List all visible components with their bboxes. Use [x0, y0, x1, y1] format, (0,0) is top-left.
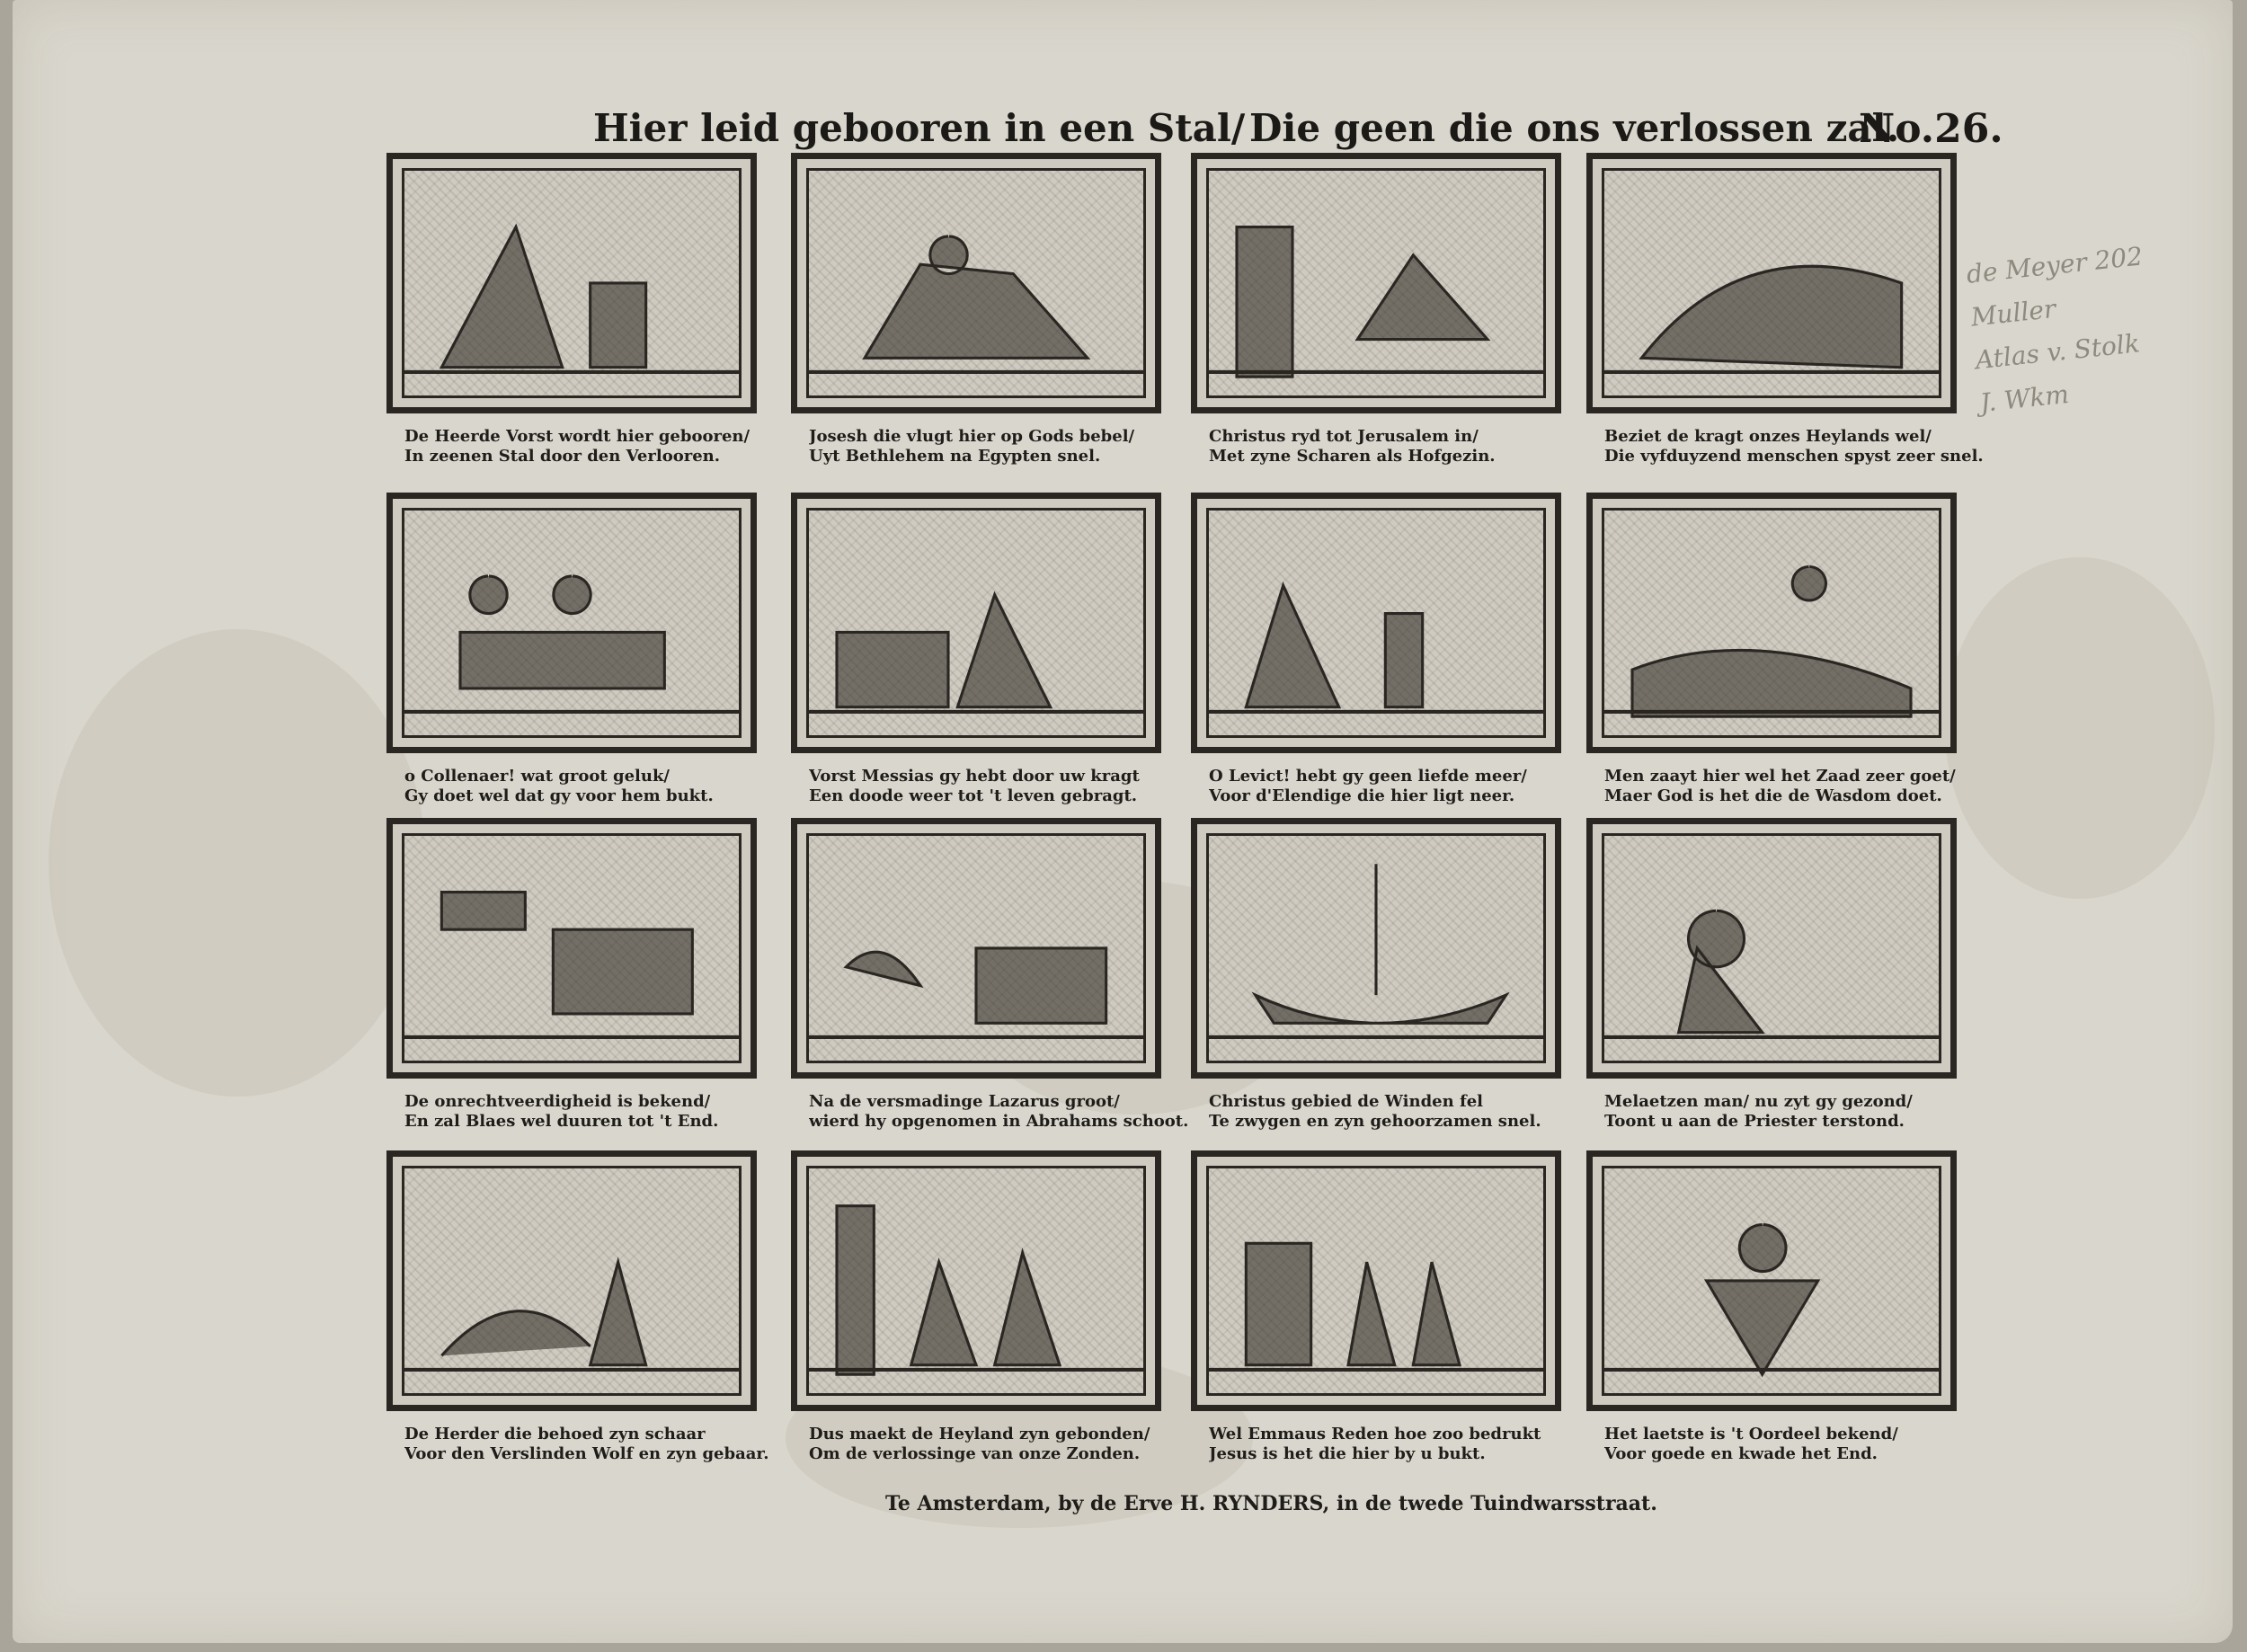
caption-line-1: Het laetste is 't Oordeel bekend/ — [1604, 1425, 1898, 1443]
caption-line-2: Maer God is het die de Wasdom doet. — [1604, 786, 1942, 805]
woodcut-illustration — [404, 836, 739, 1061]
woodcut-illustration — [1604, 171, 1939, 395]
caption-line-1: O Levict! hebt gy geen liefde meer/ — [1209, 767, 1527, 786]
title-left: Hier leid gebooren in een Stal/ — [593, 106, 1246, 150]
title-right: Die geen die ons verlossen zal. — [1249, 106, 1900, 150]
caption-line-1: Men zaayt hier wel het Zaad zeer goet/ — [1604, 767, 1956, 786]
woodcut-image — [402, 168, 742, 398]
woodcut-image — [1602, 833, 1941, 1063]
pencil-line: J. Wkm — [1978, 378, 2071, 419]
woodcut-image — [806, 833, 1146, 1063]
panel-caption — [404, 1092, 791, 1132]
panel-caption — [404, 427, 791, 466]
panel-caption — [809, 1425, 1195, 1464]
caption-line-2: Toont u aan de Priester terstond. — [1604, 1112, 1905, 1131]
woodcut-illustration — [1209, 171, 1543, 395]
pencil-line: de Meyer 202 — [1965, 241, 2145, 289]
caption-line-2: In zeenen Stal door den Verlooren. — [404, 447, 720, 466]
pencil-line: Atlas v. Stolk — [1974, 328, 2142, 376]
woodcut-illustration — [404, 1168, 739, 1393]
panel-caption — [809, 427, 1195, 466]
woodcut-image — [402, 508, 742, 738]
woodcut-panel — [386, 493, 757, 753]
caption-line-1: o Collenaer! wat groot geluk/ — [404, 767, 670, 786]
caption-line-1: Vorst Messias gy hebt door uw kragt — [809, 767, 1140, 786]
woodcut-illustration — [1604, 511, 1939, 735]
woodcut-image — [806, 508, 1146, 738]
woodcut-illustration — [809, 836, 1143, 1061]
woodcut-panel — [791, 1150, 1161, 1411]
woodcut-panel — [1586, 1150, 1957, 1411]
woodcut-panel — [1586, 818, 1957, 1079]
woodcut-panel — [791, 818, 1161, 1079]
panel-caption — [809, 1092, 1195, 1132]
pencil-annotation — [1965, 233, 2180, 425]
woodcut-illustration — [1209, 511, 1543, 735]
woodcut-panel — [1191, 493, 1561, 753]
caption-line-1: Beziet de kragt onzes Heylands wel/ — [1604, 427, 1932, 446]
caption-line-1: Wel Emmaus Reden hoe zoo bedrukt — [1209, 1425, 1541, 1443]
panel-caption — [404, 1425, 791, 1464]
woodcut-panel — [386, 153, 757, 413]
caption-line-2: Uyt Bethlehem na Egypten snel. — [809, 447, 1101, 466]
caption-line-2: En zal Blaes wel duuren tot 't End. — [404, 1112, 719, 1131]
panel-caption — [1209, 767, 1595, 806]
woodcut-panel — [1191, 153, 1561, 413]
woodcut-image — [1206, 833, 1546, 1063]
woodcut-panel — [1586, 493, 1957, 753]
woodcut-image — [1602, 1166, 1941, 1396]
panel-caption — [1209, 1092, 1595, 1132]
panel-caption — [1604, 427, 1991, 466]
caption-line-2: Een doode weer tot 't leven gebragt. — [809, 786, 1138, 805]
woodcut-panel — [386, 1150, 757, 1411]
woodcut-illustration — [1209, 836, 1543, 1061]
caption-line-2: Die vyfduyzend menschen spyst zeer snel. — [1604, 447, 1984, 466]
woodcut-image — [1206, 1166, 1546, 1396]
caption-line-2: Voor den Verslinden Wolf en zyn gebaar. — [404, 1444, 769, 1463]
caption-line-1: Josesh die vlugt hier op Gods bebel/ — [809, 427, 1135, 446]
woodcut-panel — [1191, 1150, 1561, 1411]
woodcut-illustration — [404, 171, 739, 395]
woodcut-panel — [386, 818, 757, 1079]
woodcut-image — [402, 1166, 742, 1396]
caption-line-2: wierd hy opgenomen in Abrahams schoot. — [809, 1112, 1189, 1131]
woodcut-illustration — [1209, 1168, 1543, 1393]
woodcut-image — [1602, 168, 1941, 398]
woodcut-illustration — [809, 1168, 1143, 1393]
woodcut-illustration — [1604, 1168, 1939, 1393]
woodcut-image — [1602, 508, 1941, 738]
panel-caption — [1604, 1425, 1991, 1464]
caption-line-1: Dus maekt de Heyland zyn gebonden/ — [809, 1425, 1150, 1443]
caption-line-1: Christus gebied de Winden fel — [1209, 1092, 1483, 1111]
woodcut-image — [1206, 508, 1546, 738]
caption-line-2: Met zyne Scharen als Hofgezin. — [1209, 447, 1496, 466]
woodcut-illustration — [404, 511, 739, 735]
panel-caption — [809, 767, 1195, 806]
panel-caption — [1604, 767, 1991, 806]
panel-caption — [404, 767, 791, 806]
panel-caption — [1209, 1425, 1595, 1464]
woodcut-image — [806, 1166, 1146, 1396]
water-stain — [49, 629, 426, 1097]
caption-line-2: Om de verlossinge van onze Zonden. — [809, 1444, 1141, 1463]
pencil-line: Muller — [1969, 293, 2057, 333]
panel-caption — [1604, 1092, 1991, 1132]
woodcut-panel — [791, 153, 1161, 413]
caption-line-1: Melaetzen man/ nu zyt gy gezond/ — [1604, 1092, 1913, 1111]
caption-line-1: De onrechtveerdigheid is bekend/ — [404, 1092, 711, 1111]
water-stain — [1945, 557, 2215, 899]
panel-caption — [1209, 427, 1595, 466]
caption-line-1: De Heerde Vorst wordt hier gebooren/ — [404, 427, 750, 446]
woodcut-image — [402, 833, 742, 1063]
caption-line-2: Te zwygen en zyn gehoorzamen snel. — [1209, 1112, 1541, 1131]
caption-line-2: Jesus is het die hier by u bukt. — [1209, 1444, 1486, 1463]
woodcut-image — [1206, 168, 1546, 398]
caption-line-2: Voor goede en kwade het End. — [1604, 1444, 1878, 1463]
caption-line-1: Na de versmadinge Lazarus groot/ — [809, 1092, 1120, 1111]
sheet-number: No.26. — [1859, 106, 2003, 152]
woodcut-illustration — [809, 171, 1143, 395]
woodcut-panel — [1586, 153, 1957, 413]
publisher-imprint: Te Amsterdam, by de Erve H. RYNDERS, in de twede Tuindwarsstraat. — [885, 1492, 1657, 1515]
woodcut-image — [806, 168, 1146, 398]
caption-line-2: Voor d'Elendige die hier ligt neer. — [1209, 786, 1515, 805]
caption-line-1: Christus ryd tot Jerusalem in/ — [1209, 427, 1479, 446]
woodcut-panel — [1191, 818, 1561, 1079]
caption-line-2: Gy doet wel dat gy voor hem bukt. — [404, 786, 714, 805]
woodcut-panel — [791, 493, 1161, 753]
woodcut-illustration — [1604, 836, 1939, 1061]
woodcut-illustration — [809, 511, 1143, 735]
caption-line-1: De Herder die behoed zyn schaar — [404, 1425, 706, 1443]
